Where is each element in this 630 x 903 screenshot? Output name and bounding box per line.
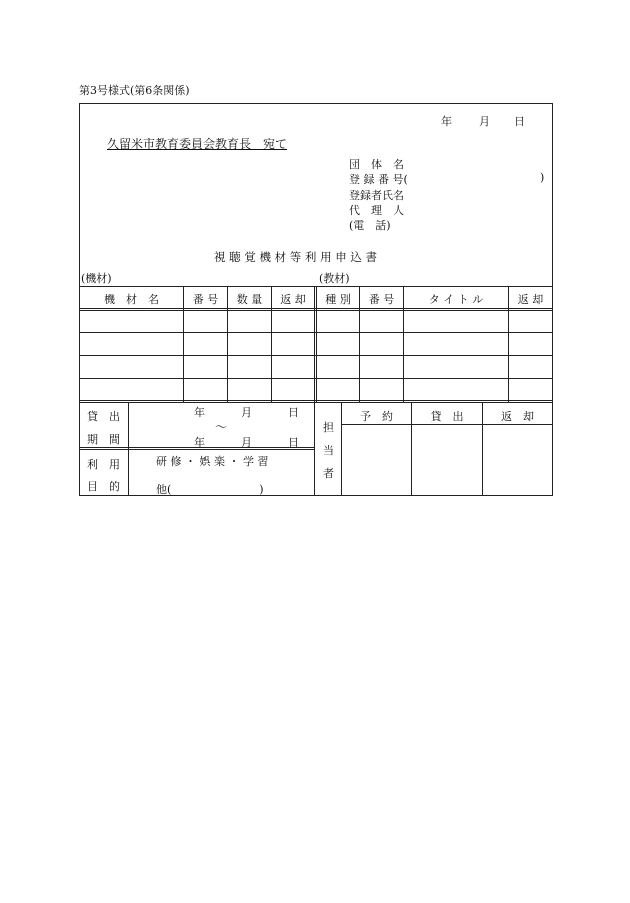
agent-label: 代 理 人 <box>349 204 404 217</box>
staff-label-2: 当 <box>323 444 334 457</box>
end-year: 年 <box>194 436 205 449</box>
eq-cell-r4-name[interactable] <box>80 380 183 400</box>
staff-label-3: 者 <box>323 467 334 480</box>
mat-cell-r3-title[interactable] <box>404 357 508 377</box>
phone-label: (電 話) <box>349 219 391 232</box>
addressee: 久留米市教育委員会教育長 宛て <box>107 137 288 151</box>
purpose-options: 研 修 ・ 娯 楽 ・ 学 習 <box>156 455 269 468</box>
date-day-label: 日 <box>514 115 525 128</box>
mat-header-return: 返 却 <box>517 293 544 306</box>
reg-number-label: 登 録 番 号( <box>349 173 408 186</box>
materials-label: (教材) <box>319 272 350 285</box>
mat-cell-r2-title[interactable] <box>404 334 508 354</box>
staff-header-reservation: 予 約 <box>360 410 393 423</box>
purpose-label-1: 利 用 <box>87 458 120 471</box>
purpose-label-2: 目 的 <box>87 480 120 493</box>
mat-cell-r1-title[interactable] <box>404 312 508 332</box>
eq-cell-r1-name[interactable] <box>80 312 183 332</box>
mat-header-type: 種 別 <box>325 293 351 306</box>
registrant-name-label: 登録者氏名 <box>349 189 404 202</box>
date-year-label: 年 <box>441 115 452 128</box>
date-month-label: 月 <box>479 115 490 128</box>
start-year: 年 <box>194 406 205 419</box>
eq-header-quantity: 数 量 <box>236 293 263 306</box>
staff-label-1: 担 <box>323 421 334 434</box>
group-name-label: 団 体 名 <box>349 158 404 171</box>
loan-label-2: 期 間 <box>87 433 120 446</box>
end-day: 日 <box>288 436 299 449</box>
form-number: 第3号様式(第6条関係) <box>79 84 190 97</box>
start-day: 日 <box>288 406 299 419</box>
mat-header-title: タ イ ト ル <box>428 293 484 306</box>
frame-top <box>79 103 553 104</box>
eq-cell-r3-name[interactable] <box>80 357 183 377</box>
purpose-other[interactable]: 他( ) <box>156 483 264 496</box>
start-month: 月 <box>241 406 252 419</box>
mat-header-number: 番 号 <box>368 293 395 306</box>
eq-cell-r2-name[interactable] <box>80 334 183 354</box>
divider-line-1 <box>314 286 315 496</box>
staff-header-return: 返 却 <box>501 410 534 423</box>
frame-right <box>552 103 553 496</box>
form-title: 視 聴 覚 機 材 等 利 用 申 込 書 <box>214 250 378 264</box>
period-tilde: 〜 <box>215 420 228 434</box>
end-month: 月 <box>241 436 252 449</box>
eq-header-name: 機 材 名 <box>104 293 159 306</box>
staff-header-line <box>341 424 553 425</box>
mat-cell-r4-title[interactable] <box>404 380 508 400</box>
loan-label-1: 貸 出 <box>87 410 120 423</box>
eq-header-number: 番 号 <box>192 293 219 306</box>
staff-header-loan: 貸 出 <box>430 410 464 423</box>
eq-header-return: 返 却 <box>280 293 306 306</box>
equipment-label: (機材) <box>81 272 112 285</box>
reg-number-close: ) <box>540 171 545 184</box>
